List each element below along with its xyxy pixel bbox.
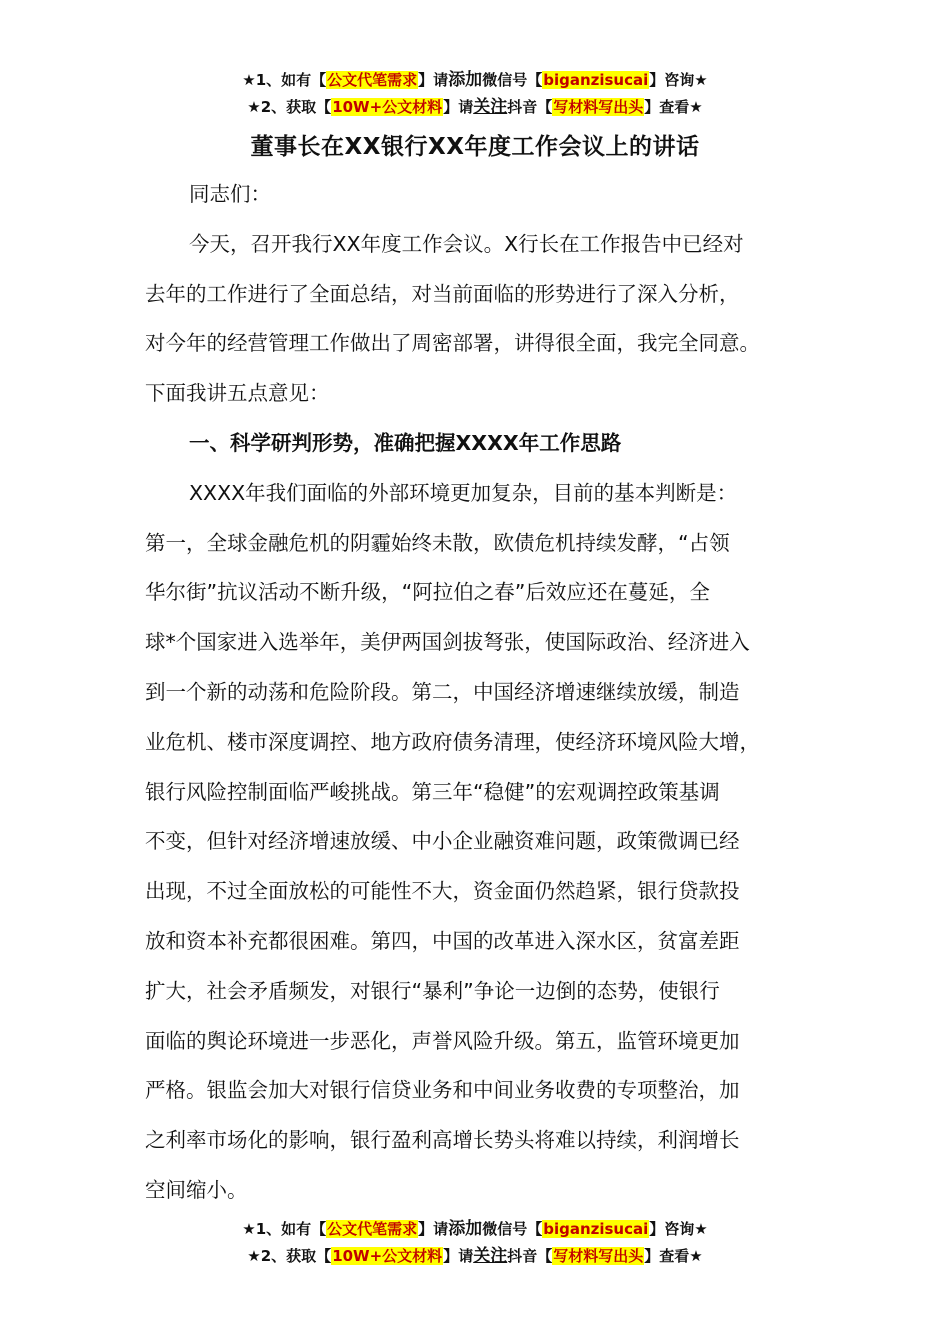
promo-text: 】咨询★ bbox=[649, 71, 708, 89]
body-line: 去年的工作进行了全面总结，对当前面临的形势进行了深入分析， bbox=[145, 281, 740, 306]
promo-text: 】咨询★ bbox=[649, 1220, 708, 1238]
promo-text: 】查看★ bbox=[644, 1247, 703, 1265]
body-lines bbox=[145, 220, 815, 1216]
body-line: 之利率市场化的影响，银行盈利高增长势头将难以持续，利润增长 bbox=[145, 1128, 740, 1153]
promo-highlight: 公文代笔需求 bbox=[327, 1220, 418, 1238]
body-line: 球*个国家进入选举年，美伊两国剑拔弩张，使国际政治、经济进入 bbox=[145, 630, 750, 655]
body-line: 对今年的经营管理工作做出了周密部署，讲得很全面，我完全同意。 bbox=[145, 331, 760, 356]
promo-text: 微信号【 bbox=[482, 1220, 543, 1238]
promo-text: 】请 bbox=[418, 1220, 449, 1238]
document-body bbox=[145, 170, 815, 1216]
promo-text: 】请 bbox=[418, 71, 449, 89]
body-line: 空间缩小。 bbox=[145, 1177, 248, 1202]
body-line: 第一，全球金融危机的阴霾始终未散，欧债危机持续发酵，“占领 bbox=[145, 530, 730, 555]
promo-text: 抖音【 bbox=[507, 98, 553, 116]
promo-emphasis: 关注 bbox=[473, 1246, 508, 1266]
body-line: XXXX年我们面临的外部环境更加复杂，目前的基本判断是： bbox=[189, 480, 738, 505]
top-promo-banner bbox=[0, 67, 950, 121]
body-line: 银行风险控制面临严峻挑战。第三年“稳健”的宏观调控政策基调 bbox=[145, 779, 720, 804]
bottom-promo-banner bbox=[0, 1216, 950, 1270]
body-line: 华尔街”抗议活动不断升级，“阿拉伯之春”后效应还在蔓延，全 bbox=[145, 580, 710, 605]
body-line: 出现，不过全面放松的可能性不大，资金面仍然趋紧，银行贷款投 bbox=[145, 879, 740, 904]
promo-emphasis: 关注 bbox=[473, 97, 508, 117]
salutation: 同志们： bbox=[189, 182, 271, 206]
promo-douyin-id: 写材料写出头 bbox=[553, 1247, 644, 1265]
promo-text: 抖音【 bbox=[507, 1247, 553, 1265]
promo-text: 】查看★ bbox=[644, 98, 703, 116]
document-title: 董事长在XX银行XX年度工作会议上的讲话 bbox=[250, 134, 700, 160]
promo-line-1 bbox=[0, 1216, 950, 1243]
body-line: 下面我讲五点意见： bbox=[145, 381, 330, 406]
promo-wechat-id: biganzisucai bbox=[543, 71, 649, 89]
body-line: 到一个新的动荡和危险阶段。第二，中国经济增速继续放缓，制造 bbox=[145, 679, 740, 704]
promo-highlight: 10W+公文材料 bbox=[332, 98, 443, 116]
promo-douyin-id: 写材料写出头 bbox=[553, 98, 644, 116]
promo-text: ★2、获取【 bbox=[247, 98, 332, 116]
promo-text: ★2、获取【 bbox=[247, 1247, 332, 1265]
body-line: 今天，召开我行XX年度工作会议。X行长在工作报告中已经对 bbox=[189, 231, 744, 256]
promo-line-2 bbox=[0, 94, 950, 121]
section-heading: 一、科学研判形势，准确把握XXXX年工作思路 bbox=[189, 430, 622, 455]
promo-highlight: 公文代笔需求 bbox=[327, 71, 418, 89]
promo-text: ★1、如有【 bbox=[242, 1220, 327, 1238]
promo-text: 】请 bbox=[443, 1247, 474, 1265]
promo-text: 微信号【 bbox=[482, 71, 543, 89]
promo-text: ★1、如有【 bbox=[242, 71, 327, 89]
promo-emphasis: 添加 bbox=[448, 1219, 483, 1239]
body-line: 业危机、楼市深度调控、地方政府债务清理，使经济环境风险大增， bbox=[145, 729, 760, 754]
body-line: 扩大，社会矛盾频发，对银行“暴利”争论一边倒的态势，使银行 bbox=[145, 978, 720, 1003]
promo-line-1 bbox=[0, 67, 950, 94]
promo-wechat-id: biganzisucai bbox=[543, 1220, 649, 1238]
body-line: 严格。银监会加大对银行信贷业务和中间业务收费的专项整治，加 bbox=[145, 1078, 740, 1103]
promo-line-2 bbox=[0, 1243, 950, 1270]
promo-text: 】请 bbox=[443, 98, 474, 116]
promo-emphasis: 添加 bbox=[448, 70, 483, 90]
body-line: 不变，但针对经济增速放缓、中小企业融资难问题，政策微调已经 bbox=[145, 829, 740, 854]
body-line: 面临的舆论环境进一步恶化，声誉风险升级。第五，监管环境更加 bbox=[145, 1028, 740, 1053]
body-line: 放和资本补充都很困难。第四，中国的改革进入深水区，贫富差距 bbox=[145, 928, 740, 953]
promo-highlight: 10W+公文材料 bbox=[332, 1247, 443, 1265]
